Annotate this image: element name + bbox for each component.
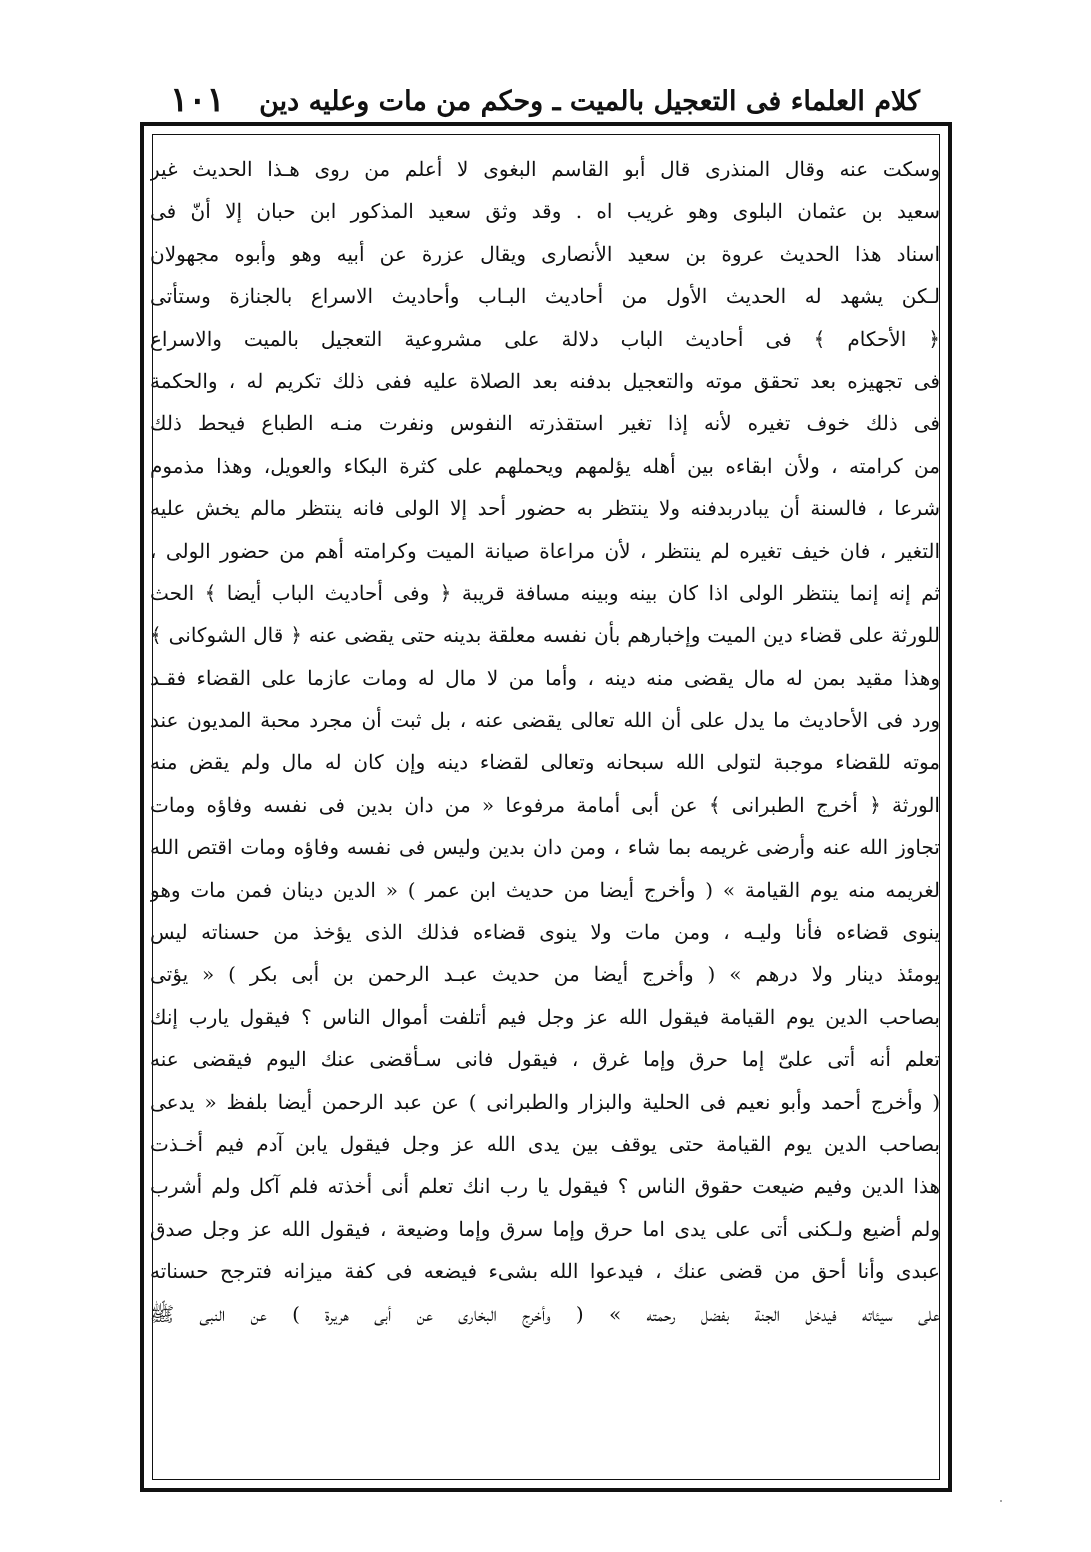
text-line: اسناد هذا الحديث عروة بن سعيد الأنصارى ويقال عزرة عن أبيه وهو وأبوه مجهولان: [150, 241, 940, 266]
text-line: التغير ، فان خيف تغيره لم ينتظر ، لأن مراعاة صيانة الميت وكرامته أهم من حضور الولى ،: [150, 538, 940, 563]
text-line: هذا الدين وفيم ضيعت حقوق الناس ؟ فيقول يا رب انك تعلم أنى أخذته فلم آكل ولم أشرب: [150, 1174, 940, 1199]
text-line: ورد فى الأحاديث ما يدل على أن الله تعالى يقضى عنه ، بل ثبت أن مجرد محبة المديون عند: [150, 708, 940, 733]
text-line: من كرامته ، ولأن ابقاءه بين أهله يؤلمهم ويحملهم على كثرة البكاء والعويل، وهذا مذموم: [150, 453, 940, 478]
page-number: ١٠١: [170, 80, 225, 120]
body-text: [150, 148, 940, 1335]
text-line: عبدى وأنا أحق من قضى عنك ، فيدعوا الله بشىء فيضعه فى كفة ميزانه فترجح حسناته: [150, 1259, 940, 1284]
text-line: ولم أضيع ولـكنى أتى على يدى اما حرق وإما سرق وإما وضيعة ، فيقول الله عز وجل صدق: [150, 1216, 940, 1241]
text-line: ينوى قضاءه فأنا وليـه ، ومن مات ولا ينوى قضاءه فذلك الذى يؤخذ من حسناته ليس: [150, 920, 940, 945]
text-line: لغريمه منه يوم القيامة » ( وأخرج أيضا من حديث ابن عمر ) « الدين دينان فمن مات وهو: [150, 877, 940, 902]
text-line: تجاوز الله عنه وأرضى غريمه بما شاء ، ومن دان بدين وليس فى نفسه وفاؤه ومات اقتص الله: [150, 835, 940, 860]
text-line: فى تجهيزه بعد تحقق موته والتعجيل بدفنه بعد الصلاة عليه ففى ذلك تكريم له ، والحكمة: [150, 368, 940, 393]
text-line: سعيد بن عثمان البلوى وهو غريب اه . وقد وثق سعيد المذكور ابن حبان إلا أنّ فى: [150, 199, 940, 224]
text-line: ﴿ الأحكام ﴾ فى أحاديث الباب دلالة على مشروعية التعجيل بالميت والاسراع: [150, 326, 940, 351]
text-line: الورثة ﴿ أخرج الطبرانى ﴾ عن أبى أمامة مرفوعا « من دان بدين فى نفسه وفاؤه ومات: [150, 792, 940, 817]
text-line: وهذا مقيد بمن له مال يقضى منه دينه ، وأما من لا مال له ومات عازما على القضاء فقـد: [150, 665, 940, 690]
page-header: [140, 78, 960, 122]
text-line: ( وأخرج أحمد وأبو نعيم فى الحلية والبزار والطبرانى ) عن عبد الرحمن أيضا بلفظ « يدعى: [150, 1089, 940, 1114]
text-line: شرعا ، فالسنة أن يبادربدفنه ولا ينتظر به حضور أحد إلا الولى فانه ينتظر مالم يخش عليه: [150, 496, 940, 521]
text-line: على سيئاته فيدخل الجنة بفضل رحمته » ( وأخرج البخارى عن أبى هريرة ) عن النبى ﷺ: [150, 1301, 940, 1326]
text-line: يومئذ دينار ولا درهم » ( وأخرج أيضا من حديث عبـد الرحمن بن أبى بكر ) « يؤتى: [150, 962, 940, 987]
running-title: كلام العلماء فى التعجيل بالميت ـ وحكم من مات وعليه دين: [259, 86, 920, 117]
text-line: للورثة على قضاء دين الميت وإخبارهم بأن نفسه معلقة بدينه حتى يقضى عنه ﴿ قال الشوكانى ﴾: [150, 623, 940, 648]
text-line: وسكت عنه وقال المنذرى قال أبو القاسم البغوى لا أعلم من روى هـذا الحديث غير: [150, 157, 940, 181]
text-line: ثم إنه إنما ينتظر الولى اذا كان بينه وبينه مسافة قريبة ﴿ وفى أحاديث الباب أيضا ﴾ الحث: [150, 580, 940, 605]
text-line: بصاحب الدين يوم القيامة فيقول الله عز وجل فيم أتلفت أموال الناس ؟ فيقول يارب إنك: [150, 1004, 940, 1029]
text-line: لـكن يشهد له الحديث الأول من أحاديث البـاب وأحاديث الاسراع بالجنازة وستأتى: [150, 284, 940, 309]
scan-speck: [1000, 1500, 1002, 1502]
text-line: بصاحب الدين يوم القيامة حتى يوقف بين يدى الله عز وجل فيقول يابن آدم فيم أخـذت: [150, 1131, 940, 1156]
text-line: تعلم أنه أتى علىّ إما حرق وإما غرق ، فيقول فانى سـأقضى عنك اليوم فيقضى عنه: [150, 1047, 940, 1072]
text-line: موته للقضاء موجبة لتولى الله سبحانه وتعالى لقضاء دينه وإن كان له مال ولم يقض منه: [150, 750, 940, 775]
text-line: فى ذلك خوف تغيره لأنه إذا تغير استقذرته النفوس ونفرت منـه الطباع فيحط ذلك: [150, 411, 940, 436]
